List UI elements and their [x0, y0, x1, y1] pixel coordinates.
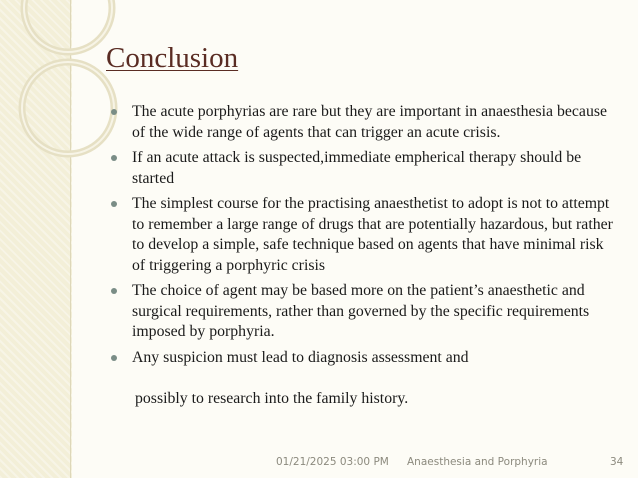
bullet-item: [108, 194, 618, 276]
bullet-dot-icon: [111, 288, 117, 294]
bullet-list: [108, 102, 618, 373]
bullet-text: Any suspicion must lead to diagnosis assessment and: [132, 348, 469, 366]
bullet-text: The acute porphyrias are rare but they are important in anaesthesia because of the wide range of agents that can trigger an acute crisis.: [132, 103, 608, 141]
bullet-text: The choice of agent may be based more on the patient’s anaesthetic and surgical requirements, rather than governed by the specific requirements imposed by porphyria.: [132, 282, 590, 340]
bullet-dot-icon: [111, 201, 117, 207]
footer-presentation-title: Anaesthesia and Porphyria: [407, 456, 548, 468]
bullet-dot-icon: [111, 155, 117, 161]
bullet-dot-icon: [111, 355, 117, 361]
bullet-item: [108, 348, 618, 369]
footer-date: 01/21/2025 03:00 PM: [276, 456, 389, 468]
bullet-dot-icon: [111, 109, 117, 115]
bullet-item: [108, 148, 618, 189]
bullet-text: If an acute attack is suspected,immediate empherical therapy should be started: [132, 149, 582, 187]
bullet-item: [108, 102, 618, 143]
bullet-text: The simplest course for the practising anaesthetist to adopt is not to attempt to remember a large range of drugs that are potentially hazardous, but rather to develop a simple, safe technique based on agents that have minimal risk of triggering a porphyric crisis: [132, 195, 613, 274]
footer-page-number: 34: [610, 456, 624, 468]
slide-title: Conclusion: [106, 42, 239, 74]
bullet-continuation-text: possibly to research into the family history.: [135, 390, 409, 407]
bullet-item: [108, 281, 618, 343]
